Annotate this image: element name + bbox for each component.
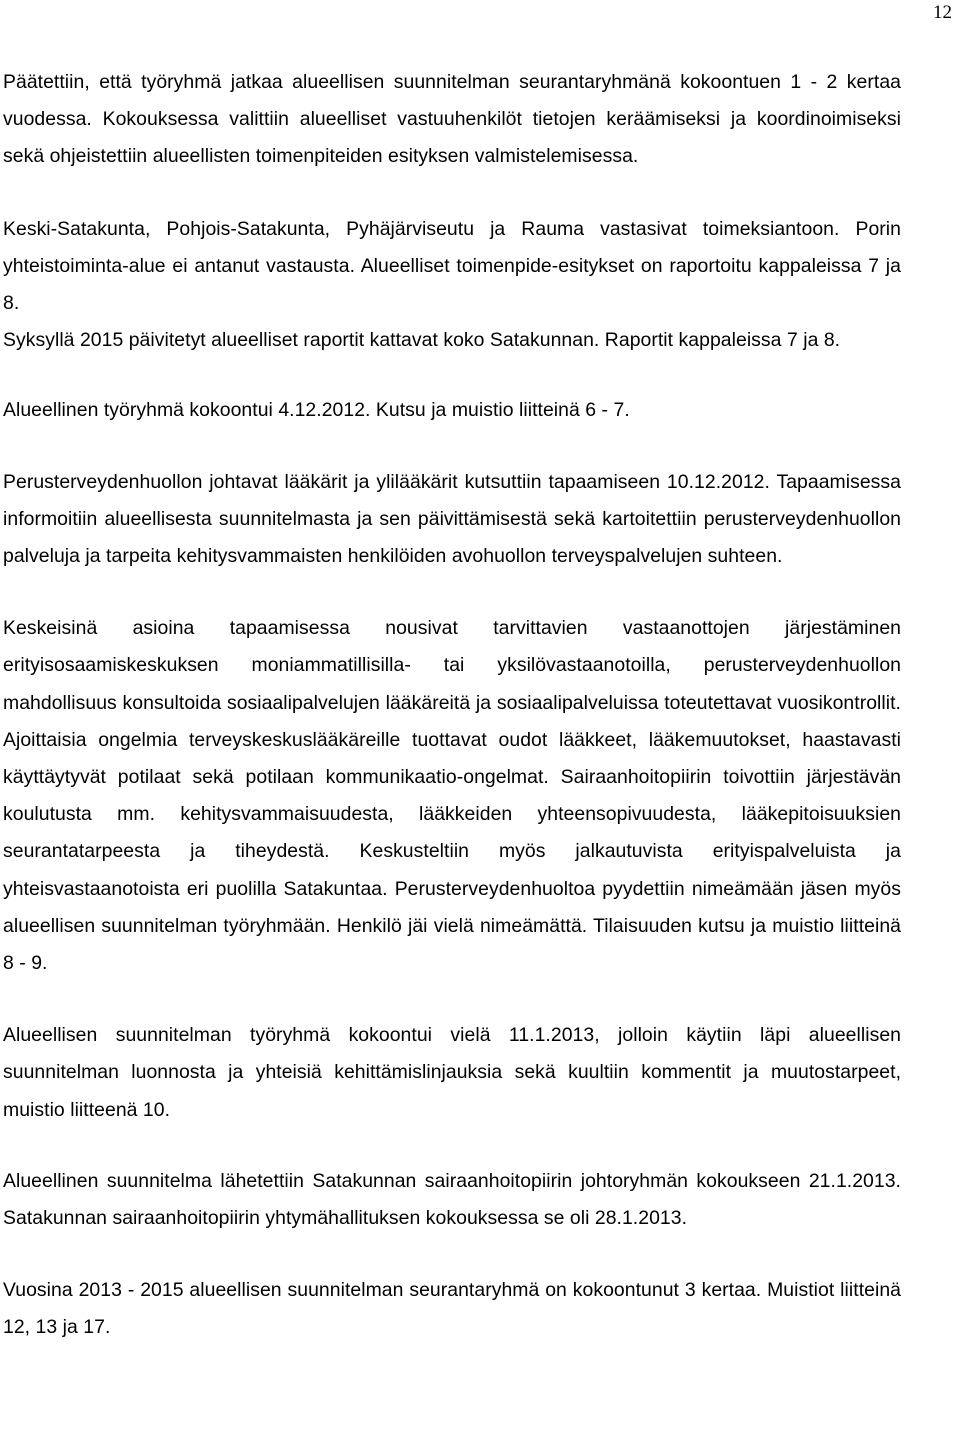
paragraph-primary-care-meeting: Perusterveydenhuollon johtavat lääkärit ja ylilääkärit kutsuttiin tapaamiseen 10.12.2012. Tapaamisessa informoitiin alueellisesta suunnitelmasta ja sen päivittämisestä sekä kartoitettiin perusterveydenhuollon palveluja ja tarpeita kehitysvammaisten henkilöiden avohuollon terveyspalvelujen suhteen. [3,470,901,568]
paragraph-spacer [3,176,901,211]
paragraph-spacer [3,359,901,392]
paragraph-spacer [3,575,901,610]
document-body [3,64,901,1347]
paragraph-spacer [3,1237,901,1272]
paragraph-spacer [3,1129,901,1163]
paragraph-follow-up-meetings: Vuosina 2013 - 2015 alueellisen suunnitelman seurantaryhmä on kokoontunut 3 kertaa. Muistiot liitteinä 12, 13 ja 17. [3,1279,901,1339]
paragraph-key-issues: Keskeisinä asioina tapaamisessa nousivat tarvittavien vastaanottojen järjestäminen erityisosaamiskeskuksen moniammatillisilla- tai yksilövastaanotoilla, perusterveydenhuollon mahdollisuus konsultoida sosiaalipalvelujen lääkäreitä ja sosiaalipalveluissa toteutettavat vuosikontrollit. Ajoittaisia ongelmia terveyskeskuslääkäreille tuottavat oudot lääkkeet, lääkemuutokset, haastavasti käyttäytyvät potilaat sekä potilaan kommunikaatio-ongelmat. Sairaanhoitopiirin toivottiin järjestävän koulutusta mm. kehitysvammaisuudesta, lääkkeiden yhteensopivuudesta, lääkepitoisuuksien seurantatarpeesta ja tiheydestä. Keskusteltiin myös jalkautuvista erityispalveluista ja yhteisvastaanotoista eri puolilla Satakuntaa. Perusterveydenhuoltoa pyydettiin nimeämään jäsen myös alueellisen suunnitelman työryhmään. Henkilö jäi vielä nimeämättä. Tilaisuuden kutsu ja muistio liitteinä 8 - 9. [3,617,901,975]
paragraph-regional-responses: Keski-Satakunta, Pohjois-Satakunta, Pyhäjärviseutu ja Rauma vastasivat toimeksiantoon. Porin yhteistoiminta-alue ei antanut vastausta. Alueelliset toimenpide-esitykset on raportoitu kappaleissa 7 ja 8. [3,217,901,315]
page-number: 12 [933,2,952,23]
paragraph-working-group-decision: Päätettiin, että työryhmä jatkaa alueellisen suunnitelman seurantaryhmänä kokoontuen 1 - 2 kertaa vuodessa. Kokouksessa valittiin alueelliset vastuuhenkilöt tietojen keräämiseksi ja koordinoimiseksi sekä ohjeistettiin alueellisten toimenpiteiden esityksen valmistelemisessa. [3,71,901,168]
paragraph-spacer [3,430,901,464]
paragraph-draft-review: Alueellisen suunnitelman työryhmä kokoontui vielä 11.1.2013, jolloin käytiin läpi alueellisen suunnitelman luonnosta ja yhteisiä kehittämislinjauksia sekä kuultiin kommentit ja muutostarpeet, muistio liitteenä 10. [3,1024,901,1121]
paragraph-working-group-meeting: Alueellinen työryhmä kokoontui 4.12.2012. Kutsu ja muistio liitteinä 6 - 7. [3,399,630,422]
paragraph-plan-approval: Alueellinen suunnitelma lähetettiin Satakunnan sairaanhoitopiirin johtoryhmän kokoukseen 21.1.2013. Satakunnan sairaanhoitopiirin yhtymähallituksen kokouksessa se oli 28.1.2013. [3,1169,901,1230]
paragraph-2015-updates: Syksyllä 2015 päivitetyt alueelliset raportit kattavat koko Satakunnan. Raportit kappaleissa 7 ja 8. [3,329,841,352]
paragraph-spacer [3,982,901,1017]
